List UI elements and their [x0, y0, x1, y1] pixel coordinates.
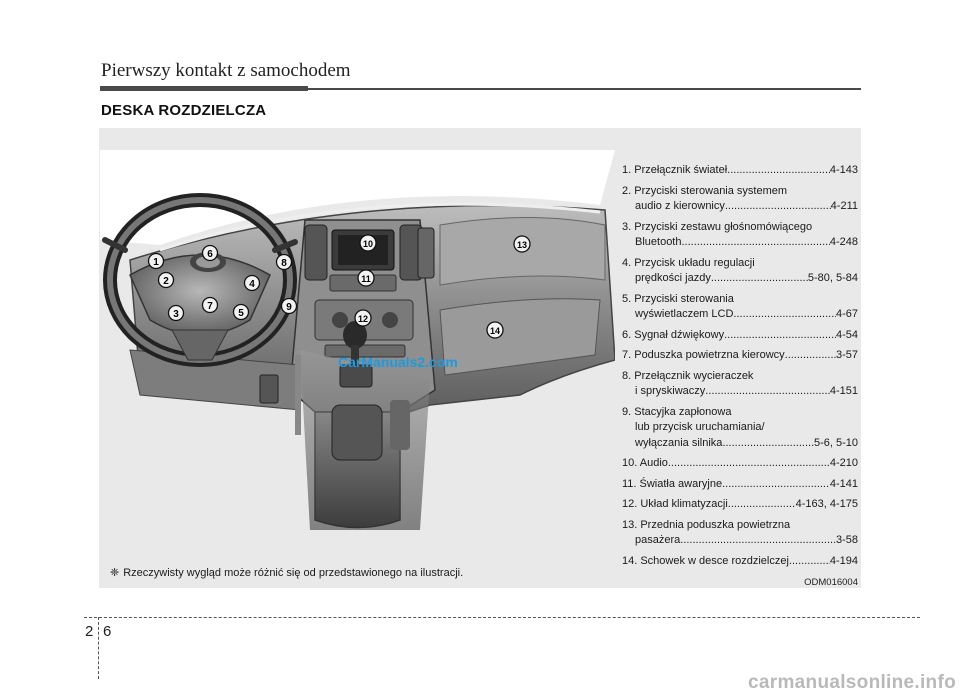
callout-14 — [487, 322, 503, 338]
illustration-note — [110, 566, 463, 579]
legend-page-ref: 4-67 — [835, 308, 858, 320]
legend-item — [622, 292, 858, 323]
svg-text:12: 12 — [357, 314, 369, 324]
legend-text: Bluetooth — [635, 236, 682, 248]
legend-text: 5. Przyciski sterowania — [622, 292, 734, 305]
legend-line — [622, 554, 858, 570]
svg-text:5: 5 — [238, 308, 244, 319]
legend-line — [622, 292, 858, 308]
legend-line — [622, 533, 858, 549]
legend-line — [622, 477, 858, 493]
legend-text: wyświetlaczem LCD — [635, 308, 734, 320]
legend-item — [622, 456, 858, 472]
legend-leader — [722, 477, 830, 493]
legend-line — [622, 456, 858, 472]
legend-leader — [722, 436, 814, 452]
legend-text: 2. Przyciski sterowania systemem — [622, 184, 788, 197]
legend-item — [622, 477, 858, 493]
legend-page-ref: 4-194 — [829, 554, 858, 567]
legend-line — [622, 436, 858, 452]
dashboard-illustration — [100, 150, 615, 550]
footer-dashed-rule — [84, 617, 920, 618]
svg-text:10: 10 — [362, 239, 374, 249]
callout-1 — [149, 254, 164, 269]
legend-leader — [711, 271, 808, 287]
legend-text: i spryskiwaczy — [635, 385, 706, 397]
note-text: Rzeczywisty wygląd może różnić się od przedstawionego na ilustracji. — [123, 567, 464, 579]
callout-9 — [282, 299, 297, 314]
legend-text: prędkości jazdy — [635, 272, 711, 284]
legend-item — [622, 328, 858, 344]
legend-page-ref: 5-80, 5-84 — [807, 272, 858, 284]
legend-leader — [725, 199, 831, 215]
legend-page-ref: 4-54 — [835, 328, 858, 341]
legend-line — [622, 163, 858, 179]
legend-item — [622, 256, 858, 287]
callout-5 — [234, 305, 249, 320]
callout-12 — [355, 310, 371, 326]
callout-10 — [360, 235, 376, 251]
legend-leader — [724, 328, 836, 344]
legend-item — [622, 348, 858, 364]
callout-2 — [159, 273, 174, 288]
note-mark: ❈ — [110, 567, 120, 579]
legend-item — [622, 518, 858, 549]
footer-dashed-divider — [98, 617, 99, 679]
section-title: DESKA ROZDZIELCZA — [101, 102, 267, 119]
svg-text:4: 4 — [249, 279, 255, 290]
legend-leader — [789, 554, 830, 570]
image-code: ODM016004 — [804, 577, 858, 588]
legend-text: 8. Przełącznik wycieraczek — [622, 369, 754, 382]
legend-line — [622, 271, 858, 287]
legend-text: 1. Przełącznik świateł — [622, 164, 728, 176]
legend-line — [622, 256, 858, 272]
legend-text: 11. Światła awaryjne — [622, 477, 723, 490]
legend-line — [622, 420, 858, 436]
legend-line — [622, 235, 858, 251]
legend-line — [622, 497, 858, 513]
callout-13 — [514, 236, 530, 252]
legend-item — [622, 405, 858, 452]
legend-leader — [668, 456, 830, 472]
svg-text:13: 13 — [516, 240, 528, 250]
callout-8 — [277, 255, 292, 270]
callout-4 — [245, 276, 260, 291]
legend-page-ref: 4-163, 4-175 — [795, 498, 858, 510]
legend-page-ref: 4-248 — [829, 236, 858, 248]
legend-leader — [727, 163, 830, 179]
legend-leader — [785, 348, 836, 364]
pedal — [260, 375, 278, 403]
header-rule-thick — [100, 86, 308, 91]
legend-item — [622, 369, 858, 400]
legend-page-ref: 3-58 — [835, 534, 858, 546]
component-legend — [622, 163, 858, 574]
page-chapter: 2 — [85, 623, 94, 640]
legend-line — [622, 369, 858, 385]
legend-text: 12. Układ klimatyzacji — [622, 498, 728, 510]
figure-watermark: CarManuals2.com — [338, 354, 458, 370]
legend-item — [622, 220, 858, 251]
svg-text:2: 2 — [163, 276, 169, 287]
svg-text:6: 6 — [207, 249, 213, 260]
legend-text: 14. Schowek w desce rozdzielczej — [622, 554, 789, 567]
page-number: 6 — [103, 623, 112, 640]
legend-line — [622, 199, 858, 215]
legend-item — [622, 554, 858, 570]
legend-text: lub przycisk uruchamiania/ — [635, 421, 765, 433]
legend-line — [622, 307, 858, 323]
legend-leader — [681, 235, 829, 251]
legend-item — [622, 497, 858, 513]
legend-text: 6. Sygnał dźwiękowy — [622, 328, 725, 341]
legend-line — [622, 220, 858, 236]
legend-text: 3. Przyciski zestawu głośnomówiącego — [622, 220, 813, 233]
legend-item — [622, 184, 858, 215]
callout-6 — [203, 246, 218, 261]
legend-page-ref: 3-57 — [835, 349, 858, 361]
legend-page-ref: 4-141 — [829, 477, 858, 490]
legend-page-ref: 4-143 — [829, 164, 858, 176]
legend-page-ref: 4-211 — [830, 200, 858, 212]
legend-leader — [680, 533, 836, 549]
legend-line — [622, 405, 858, 421]
legend-text: 7. Poduszka powietrzna kierowcy — [622, 349, 785, 361]
header-rule-thin — [308, 88, 861, 90]
legend-line — [622, 518, 858, 534]
legend-line — [622, 328, 858, 344]
legend-leader — [728, 497, 796, 513]
legend-page-ref: 4-151 — [829, 385, 858, 397]
legend-page-ref: 4-210 — [829, 457, 858, 469]
svg-text:1: 1 — [153, 257, 159, 268]
callout-11 — [358, 270, 374, 286]
vent-far-right — [418, 228, 434, 278]
legend-page-ref: 5-6, 5-10 — [813, 436, 858, 449]
site-watermark: carmanualsonline.info — [748, 672, 956, 693]
svg-text:11: 11 — [361, 274, 371, 284]
legend-text: 13. Przednia poduszka powietrzna — [622, 518, 791, 531]
legend-item — [622, 163, 858, 179]
legend-leader — [733, 307, 836, 323]
legend-leader — [705, 384, 830, 400]
callout-3 — [169, 306, 184, 321]
callout-7 — [203, 298, 218, 313]
legend-line — [622, 348, 858, 364]
legend-text: pasażera — [635, 534, 681, 546]
legend-text: 4. Przycisk układu regulacji — [622, 256, 755, 269]
svg-text:14: 14 — [489, 326, 501, 336]
legend-text: 10. Audio — [622, 457, 668, 469]
legend-line — [622, 184, 858, 200]
svg-text:3: 3 — [173, 309, 179, 320]
svg-text:7: 7 — [207, 301, 213, 312]
legend-text: audio z kierownicy — [635, 200, 725, 212]
svg-text:9: 9 — [286, 302, 292, 313]
legend-line — [622, 384, 858, 400]
legend-text: wyłączania silnika — [635, 436, 723, 449]
svg-text:8: 8 — [281, 258, 287, 269]
header-title: Pierwszy kontakt z samochodem — [101, 60, 351, 81]
vent-left — [305, 225, 327, 280]
legend-text: 9. Stacyjka zapłonowa — [622, 405, 732, 418]
